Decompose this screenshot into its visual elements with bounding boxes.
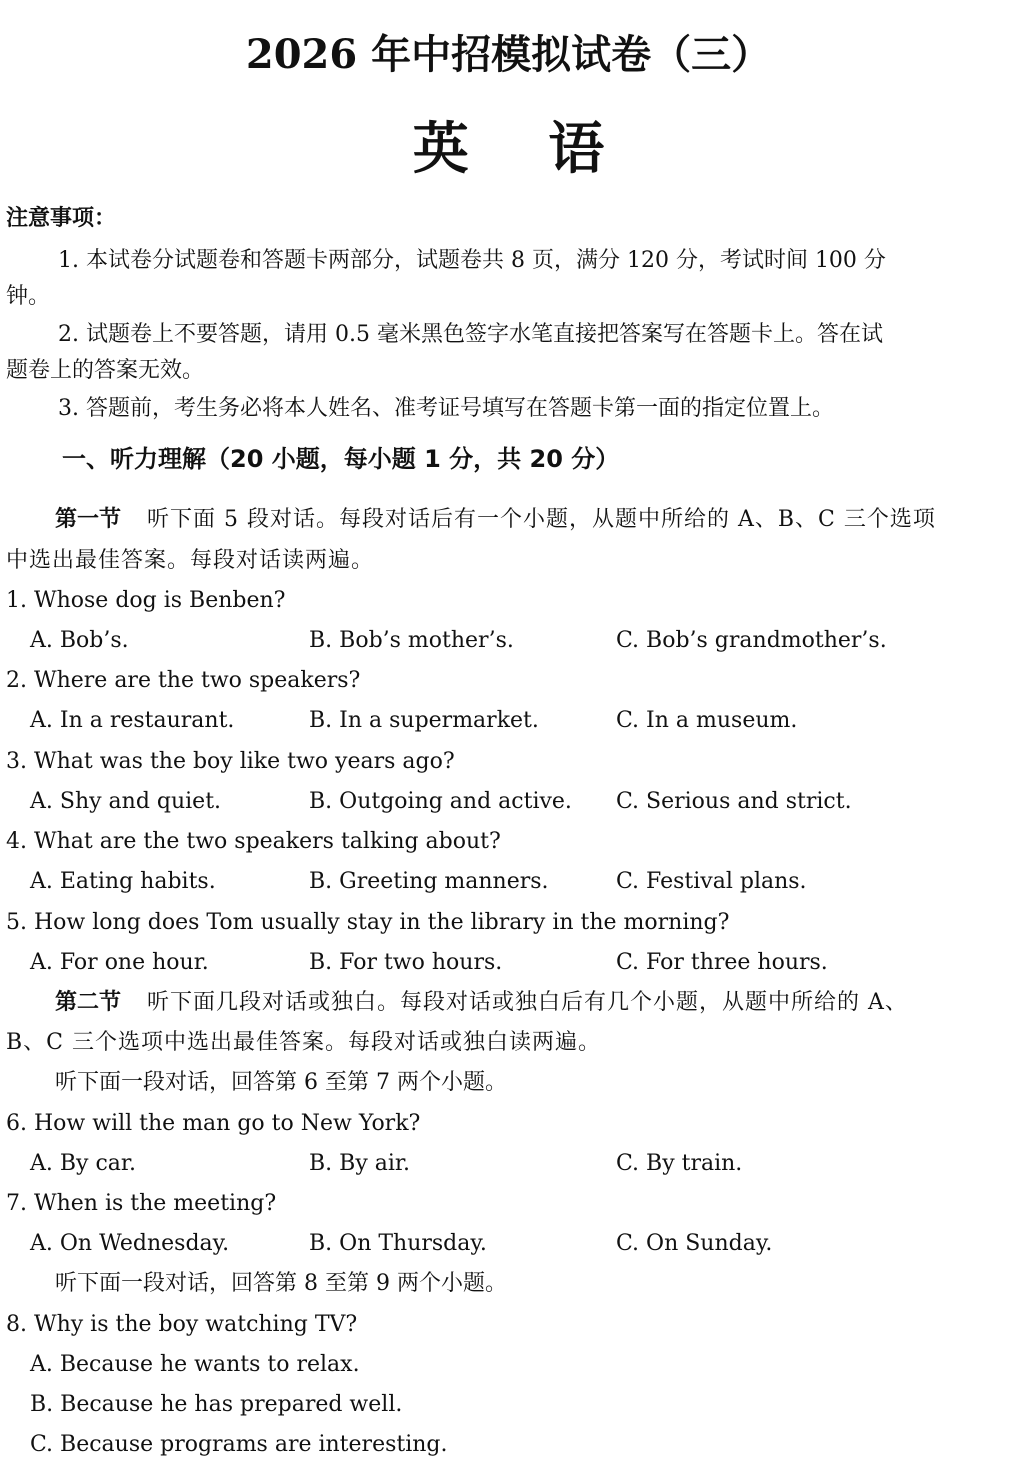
notice-heading: 注意事项： [6,206,117,231]
subject-title: 英 语 [412,116,635,182]
q4-option-a: A. Eating habits. [30,869,216,894]
question-2: 2. Where are the two speakers? [6,668,361,693]
q8-option-c: C. Because programs are interesting. [30,1432,448,1457]
q5-option-c: C. For three hours. [616,950,828,975]
q2-option-a: A. In a restaurant. [30,708,235,733]
section1-label: 第一节 [55,507,122,532]
notice-item-2: 2. 试题卷上不要答题，请用 0.5 毫米黑色签字水笔直接把答案写在答题卡上。答在试 [58,322,883,347]
q7-option-b: B. On Thursday. [309,1231,487,1256]
notice-item-1: 1. 本试卷分试题卷和答题卡两部分，试题卷共 8 页，满分 120 分，考试时间 100 分 [58,248,886,273]
q3-option-c: C. Serious and strict. [616,789,852,814]
section2-text-cont: B、C 三个选项中选出最佳答案。每段对话或独白读两遍。 [6,1030,601,1055]
q4-option-c: C. Festival plans. [616,869,807,894]
section2-label: 第二节 [55,990,122,1015]
section2-text: 听下面几段对话或独白。每段对话或独白后有几个小题，从题中所给的 A、 [147,990,908,1015]
notice-item-1-cont: 钟。 [6,284,51,309]
q2-option-c: C. In a museum. [616,708,798,733]
notice-item-2-cont: 题卷上的答案无效。 [6,358,205,383]
q1-option-a: A. Bob’s. [30,628,129,653]
q6-option-b: B. By air. [309,1151,410,1176]
q6-option-c: C. By train. [616,1151,743,1176]
q2-option-b: B. In a supermarket. [309,708,539,733]
question-7: 7. When is the meeting? [6,1191,277,1216]
question-8: 8. Why is the boy watching TV? [6,1312,358,1337]
question-1: 1. Whose dog is Benben? [6,588,286,613]
q6-option-a: A. By car. [30,1151,136,1176]
q7-option-c: C. On Sunday. [616,1231,773,1256]
q8-option-b: B. Because he has prepared well. [30,1392,403,1417]
question-3: 3. What was the boy like two years ago? [6,749,455,774]
q7-option-a: A. On Wednesday. [30,1231,230,1256]
notice-item-3: 3. 答题前，考生务必将本人姓名、准考证号填写在答题卡第一面的指定位置上。 [58,396,834,421]
question-4: 4. What are the two speakers talking about? [6,829,501,854]
section1-text: 听下面 5 段对话。每段对话后有一个小题，从题中所给的 A、B、C 三个选项 [147,507,936,532]
question-5: 5. How long does Tom usually stay in the library in the morning? [6,910,730,935]
q5-option-b: B. For two hours. [309,950,503,975]
q3-option-a: A. Shy and quiet. [30,789,222,814]
q4-option-b: B. Greeting manners. [309,869,549,894]
q1-option-b: B. Bob’s mother’s. [309,628,514,653]
q8-option-a: A. Because he wants to relax. [30,1352,360,1377]
exam-title: 2026 年中招模拟试卷（三） [245,31,772,78]
section2-intro [55,988,908,1018]
question-6: 6. How will the man go to New York? [6,1111,421,1136]
q1-option-c: C. Bob’s grandmother’s. [616,628,887,653]
part1-heading: 一、听力理解（20 小题，每小题 1 分，共 20 分） [62,445,620,473]
section1-intro [55,505,936,535]
section1-text-cont: 中选出最佳答案。每段对话读两遍。 [6,548,375,573]
dialog-instruction-8-9: 听下面一段对话，回答第 8 至第 9 两个小题。 [55,1271,507,1296]
q5-option-a: A. For one hour. [30,950,209,975]
q3-option-b: B. Outgoing and active. [309,789,572,814]
dialog-instruction-6-7: 听下面一段对话，回答第 6 至第 7 两个小题。 [55,1070,507,1095]
